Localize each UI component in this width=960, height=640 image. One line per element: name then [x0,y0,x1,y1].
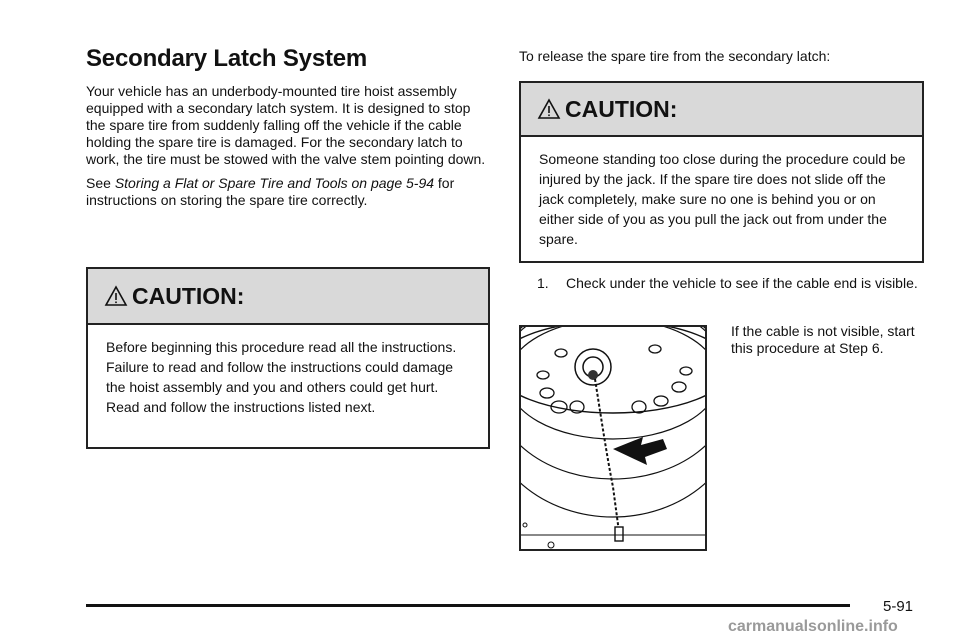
caution-title: CAUTION: [565,95,678,122]
caution-body: Before beginning this procedure read all the instructions. Failure to read and follow the instructions could damage the hoist assembly and you and others could get hurt. Read and follow the instructions listed next. [106,339,457,415]
page-number: 5-91 [883,598,914,615]
section-heading: Secondary Latch System [86,45,368,72]
caution-body: Someone standing too close during the procedure could be injured by the jack. If the spare tire does not slide off the jack completely, make sure no one is behind you or on either side of you as you pull the jack out from under the spare. [539,151,906,247]
release-intro: To release the spare tire from the secondary latch: [519,48,831,64]
cross-reference-link[interactable]: Storing a Flat or Spare Tire and Tools on page 5-94 [114,175,435,191]
caution-box-hoist [86,267,490,449]
caution-title: CAUTION: [132,282,245,309]
caution-box-jack [519,81,924,263]
caution-header [521,83,922,137]
figure-note: If the cable is not visible, start this procedure at Step 6. [731,323,915,356]
reference-rest: for instructions on storing the spare tire correctly. [86,175,455,208]
see-text: See [86,175,111,191]
step-text: Check under the vehicle to see if the cable end is visible. [566,275,918,291]
intro-paragraph: Your vehicle has an underbody-mounted tire hoist assembly equipped with a secondary latch system. It is designed to stop the spare tire from suddenly falling off the vehicle if the cable holding the spare tire is damaged. For the secondary latch to work, the tire must be stowed with the valve stem pointing down. [86,83,486,167]
footer-rule [86,604,850,607]
warning-triangle-icon [537,98,561,120]
watermark: carmanualsonline.info [728,618,898,635]
step-number: 1. [537,275,549,291]
step-1 [537,275,927,292]
warning-triangle-icon [104,285,128,307]
spare-tire-illustration [519,325,707,551]
caution-header [88,269,488,325]
left-column [86,44,489,209]
reference-paragraph [86,175,489,209]
tire-cable-drawing [521,327,705,549]
